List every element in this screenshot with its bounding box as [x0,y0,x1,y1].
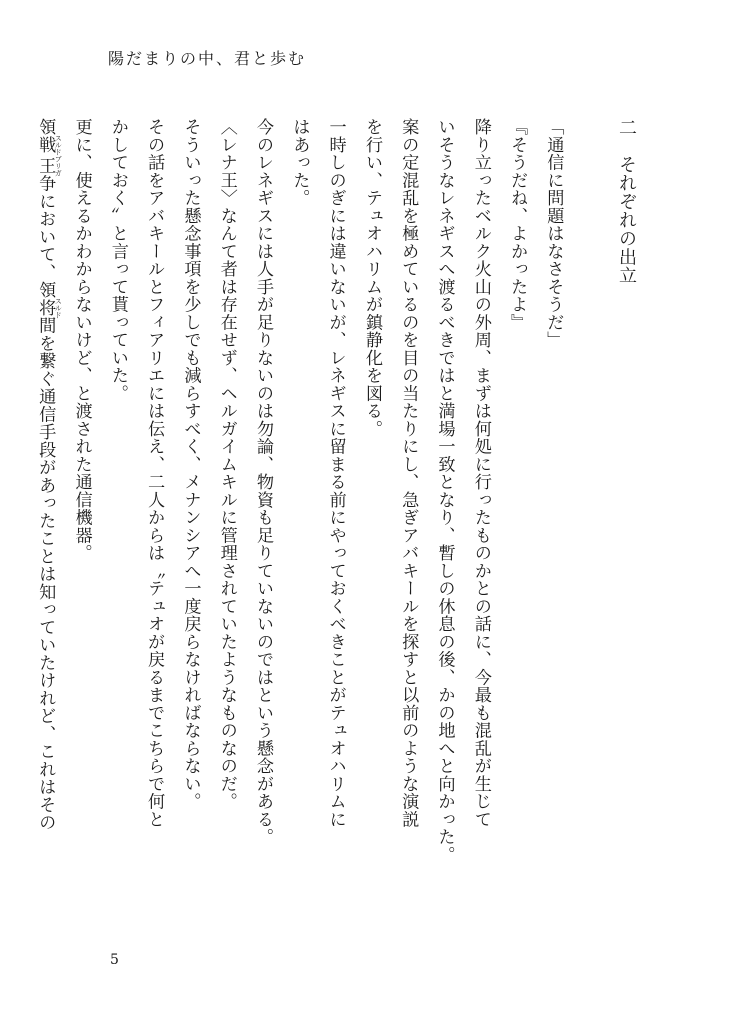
chapter-heading: 二 それぞれの出立 [616,118,637,285]
running-head: 陽だまりの中、君と歩む [108,49,307,68]
page-number: 5 [110,952,119,968]
text-line: 今のレネギスには人手が足りないのは勿論、物資も足りていないのではという懸念がある。 [253,118,274,846]
ruby-base: 戦王 [35,134,56,177]
text-line-last [27,118,63,908]
ruby-reading: スルドブリガ [54,134,63,177]
text-line: 更に、使えるかわからないけど、と渡された通信機器。 [71,118,92,562]
body-text [35,118,644,908]
ruby-annotation [35,297,63,319]
text-line: 一時しのぎには違いないが、レネギスに留まる前にやっておくべきことがテュオハリムに [325,118,346,828]
ruby-annotation [35,134,63,177]
ruby-base: 将 [35,297,56,319]
text-line: を行い、テュオハリムが鎮静化を図る。 [361,118,382,438]
text-line: かしておく〟と言って貰っていた。 [107,118,128,402]
text-line: はあった。 [289,118,310,207]
text-segment: 争において、領 [35,174,56,299]
text-segment: 領 [35,118,56,136]
text-line: 「通信に問題はなさそうだ」 [543,118,564,349]
text-segment: 間を繋ぐ通信手段があったことは知っていたけれど、これはその [35,316,56,832]
text-line: 案の定混乱を極めているのを目の当たりにし、急ぎアバキールを探すと以前のような演説 [398,118,419,828]
text-line: そういった懸念事項を少しでも減らすべく、メナンシアへ一度戻らなければならない。 [180,118,201,811]
text-line: 『そうだね、よかったよ』 [507,118,528,331]
text-line: 降り立ったベルク火山の外周、まずは何処に行ったものかとの話に、今最も混乱が生じて [470,118,491,828]
blank-line [571,118,607,908]
text-line: いそうなレネギスへ渡るべきではと満場一致となり、暫しの休息の後、かの地へと向かった。 [434,118,455,864]
ruby-reading: スルド [54,297,63,319]
text-line: 〈レナ王〉なんて者は存在せず、ヘルガイムキルに管理されていたようなものなのだ。 [216,118,237,811]
text-line: その話をアバキールとフィアリエには伝え、二人からは〝テュオが戻るまでこちらで何と [144,118,165,828]
